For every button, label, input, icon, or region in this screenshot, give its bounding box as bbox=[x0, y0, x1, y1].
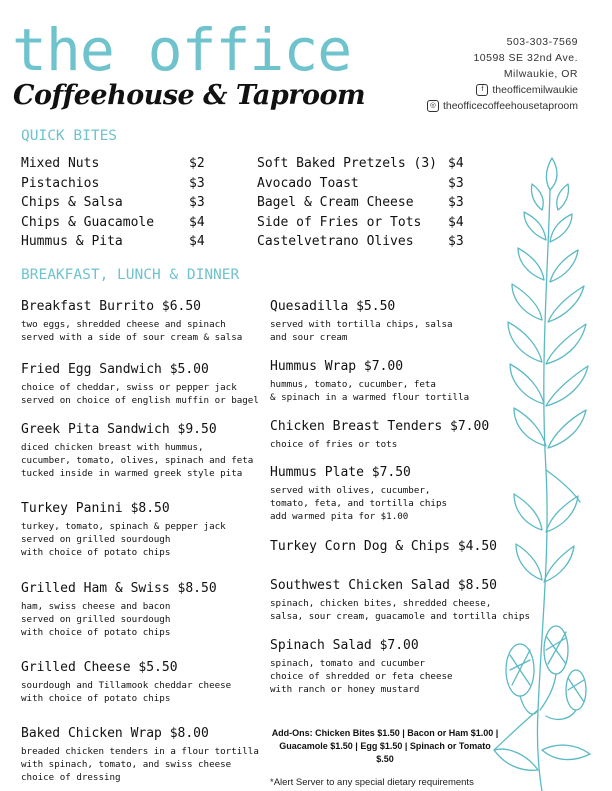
phone-number: 503-303-7569 bbox=[506, 36, 578, 48]
item-name: Turkey Corn Dog & Chips $4.50 bbox=[270, 539, 497, 554]
item-description: spinach, tomato and cucumber choice of shredded or feta cheese with ranch or honey mustard bbox=[270, 658, 453, 695]
item-description: turkey, tomato, spinach & pepper jack served on grilled sourdough with choice of potato chips bbox=[21, 521, 226, 558]
item-name: Bagel & Cream Cheese bbox=[257, 195, 414, 210]
menu-item bbox=[21, 725, 259, 784]
item-price: $4 bbox=[448, 156, 464, 171]
item-description: served with olives, cucumber, tomato, feta, and tortilla chips add warmed pita for $1.00 bbox=[270, 485, 448, 522]
instagram-icon: ◎ bbox=[427, 100, 439, 112]
item-description: breaded chicken tenders in a flour tortilla with spinach, tomato, and swiss cheese choice of dressing bbox=[21, 746, 259, 783]
menu-item bbox=[270, 358, 469, 404]
dietary-alert: *Alert Server to any special dietary requirements bbox=[270, 777, 474, 788]
logo-title: the office bbox=[12, 16, 352, 84]
item-price: $2 bbox=[189, 156, 205, 171]
list-item bbox=[21, 232, 123, 252]
item-description: ham, swiss cheese and bacon served on grilled sourdough with choice of potato chips bbox=[21, 601, 171, 638]
meals-title: BREAKFAST, LUNCH & DINNER bbox=[21, 267, 240, 283]
item-name: Chicken Breast Tenders $7.00 bbox=[270, 419, 490, 434]
item-name: Baked Chicken Wrap $8.00 bbox=[21, 726, 209, 741]
item-name: Chips & Guacamole bbox=[21, 214, 155, 230]
item-description: diced chicken breast with hummus, cucumber, tomato, olives, spinach and feta tucked inside in warmed greek style pita bbox=[21, 442, 254, 479]
item-description: served with tortilla chips, salsa and sour cream bbox=[270, 319, 453, 343]
item-price: $4 bbox=[189, 234, 205, 249]
item-name: Chips & Salsa bbox=[21, 195, 123, 210]
item-name: Pistachios bbox=[21, 175, 100, 191]
facebook-icon: f bbox=[476, 84, 488, 96]
item-name: Turkey Panini $8.50 bbox=[21, 501, 170, 516]
item-name: Quesadilla $5.50 bbox=[270, 299, 396, 314]
list-item bbox=[21, 213, 154, 233]
list-item bbox=[21, 174, 99, 194]
item-description: choice of cheddar, swiss or pepper jack served on choice of english muffin or bagel bbox=[21, 382, 259, 406]
item-price: $4 bbox=[448, 214, 464, 230]
item-name: Greek Pita Sandwich $9.50 bbox=[21, 422, 217, 437]
menu-item bbox=[21, 580, 217, 639]
item-price: $4 bbox=[189, 214, 205, 230]
menu-item bbox=[21, 298, 242, 344]
item-price: $3 bbox=[189, 175, 205, 191]
item-name: Spinach Salad $7.00 bbox=[270, 638, 419, 653]
facebook-handle bbox=[476, 84, 578, 96]
address-line-2: Milwaukie, OR bbox=[503, 68, 578, 80]
item-name: Soft Baked Pretzels (3) bbox=[257, 156, 438, 171]
instagram-handle bbox=[427, 100, 578, 112]
address-line-1: 10598 SE 32nd Ave. bbox=[473, 52, 578, 64]
item-name: Grilled Cheese $5.50 bbox=[21, 660, 178, 675]
quick-bites-title: QUICK BITES bbox=[21, 128, 118, 144]
list-item bbox=[21, 193, 123, 213]
facebook-text: theofficemilwaukie bbox=[492, 84, 578, 96]
menu-item bbox=[270, 298, 453, 344]
item-name: Side of Fries or Tots bbox=[257, 214, 422, 230]
item-description: hummus, tomato, cucumber, feta & spinach in a warmed flour tortilla bbox=[270, 379, 470, 403]
item-price: $3 bbox=[448, 195, 464, 210]
menu-item bbox=[21, 421, 253, 480]
menu-item bbox=[21, 659, 231, 705]
item-name: Avocado Toast bbox=[257, 175, 359, 191]
item-description: choice of fries or tots bbox=[270, 439, 398, 450]
menu-item bbox=[270, 418, 489, 451]
contact-block bbox=[473, 34, 578, 82]
item-description: spinach, chicken bites, shredded cheese, salsa, sour cream, guacamole and tortilla chips bbox=[270, 598, 530, 622]
item-price: $3 bbox=[448, 175, 464, 191]
list-item bbox=[21, 154, 99, 174]
item-name: Breakfast Burrito $6.50 bbox=[21, 299, 202, 314]
item-name: Hummus Plate $7.50 bbox=[270, 465, 411, 480]
addons-note: Add-Ons: Chicken Bites $1.50 | Bacon or Ham $1.00 | Guacamole $1.50 | Egg $1.50 | Spinach or Tomato $.50 bbox=[271, 728, 499, 764]
item-description: two eggs, shredded cheese and spinach served with a side of sour cream & salsa bbox=[21, 319, 243, 343]
menu-item bbox=[21, 500, 226, 559]
menu-item bbox=[270, 538, 497, 555]
item-name: Southwest Chicken Salad $8.50 bbox=[270, 578, 497, 593]
instagram-text: theofficecoffeehousetaproom bbox=[442, 100, 578, 112]
menu-item bbox=[270, 464, 447, 523]
item-name: Castelvetrano Olives bbox=[257, 234, 414, 249]
item-name: Hummus & Pita bbox=[21, 234, 123, 249]
item-price: $3 bbox=[448, 234, 464, 249]
item-name: Grilled Ham & Swiss $8.50 bbox=[21, 581, 217, 596]
menu-item bbox=[270, 637, 453, 696]
logo-subtitle: Coffeehouse & Taproom bbox=[13, 80, 366, 111]
item-name: Hummus Wrap $7.00 bbox=[270, 359, 404, 374]
item-name: Fried Egg Sandwich $5.00 bbox=[21, 362, 209, 377]
item-name: Mixed Nuts bbox=[21, 156, 100, 171]
item-description: sourdough and Tillamook cheddar cheese with choice of potato chips bbox=[21, 680, 232, 704]
floral-illustration bbox=[480, 150, 612, 791]
menu-item bbox=[21, 361, 259, 407]
item-price: $3 bbox=[189, 195, 205, 210]
